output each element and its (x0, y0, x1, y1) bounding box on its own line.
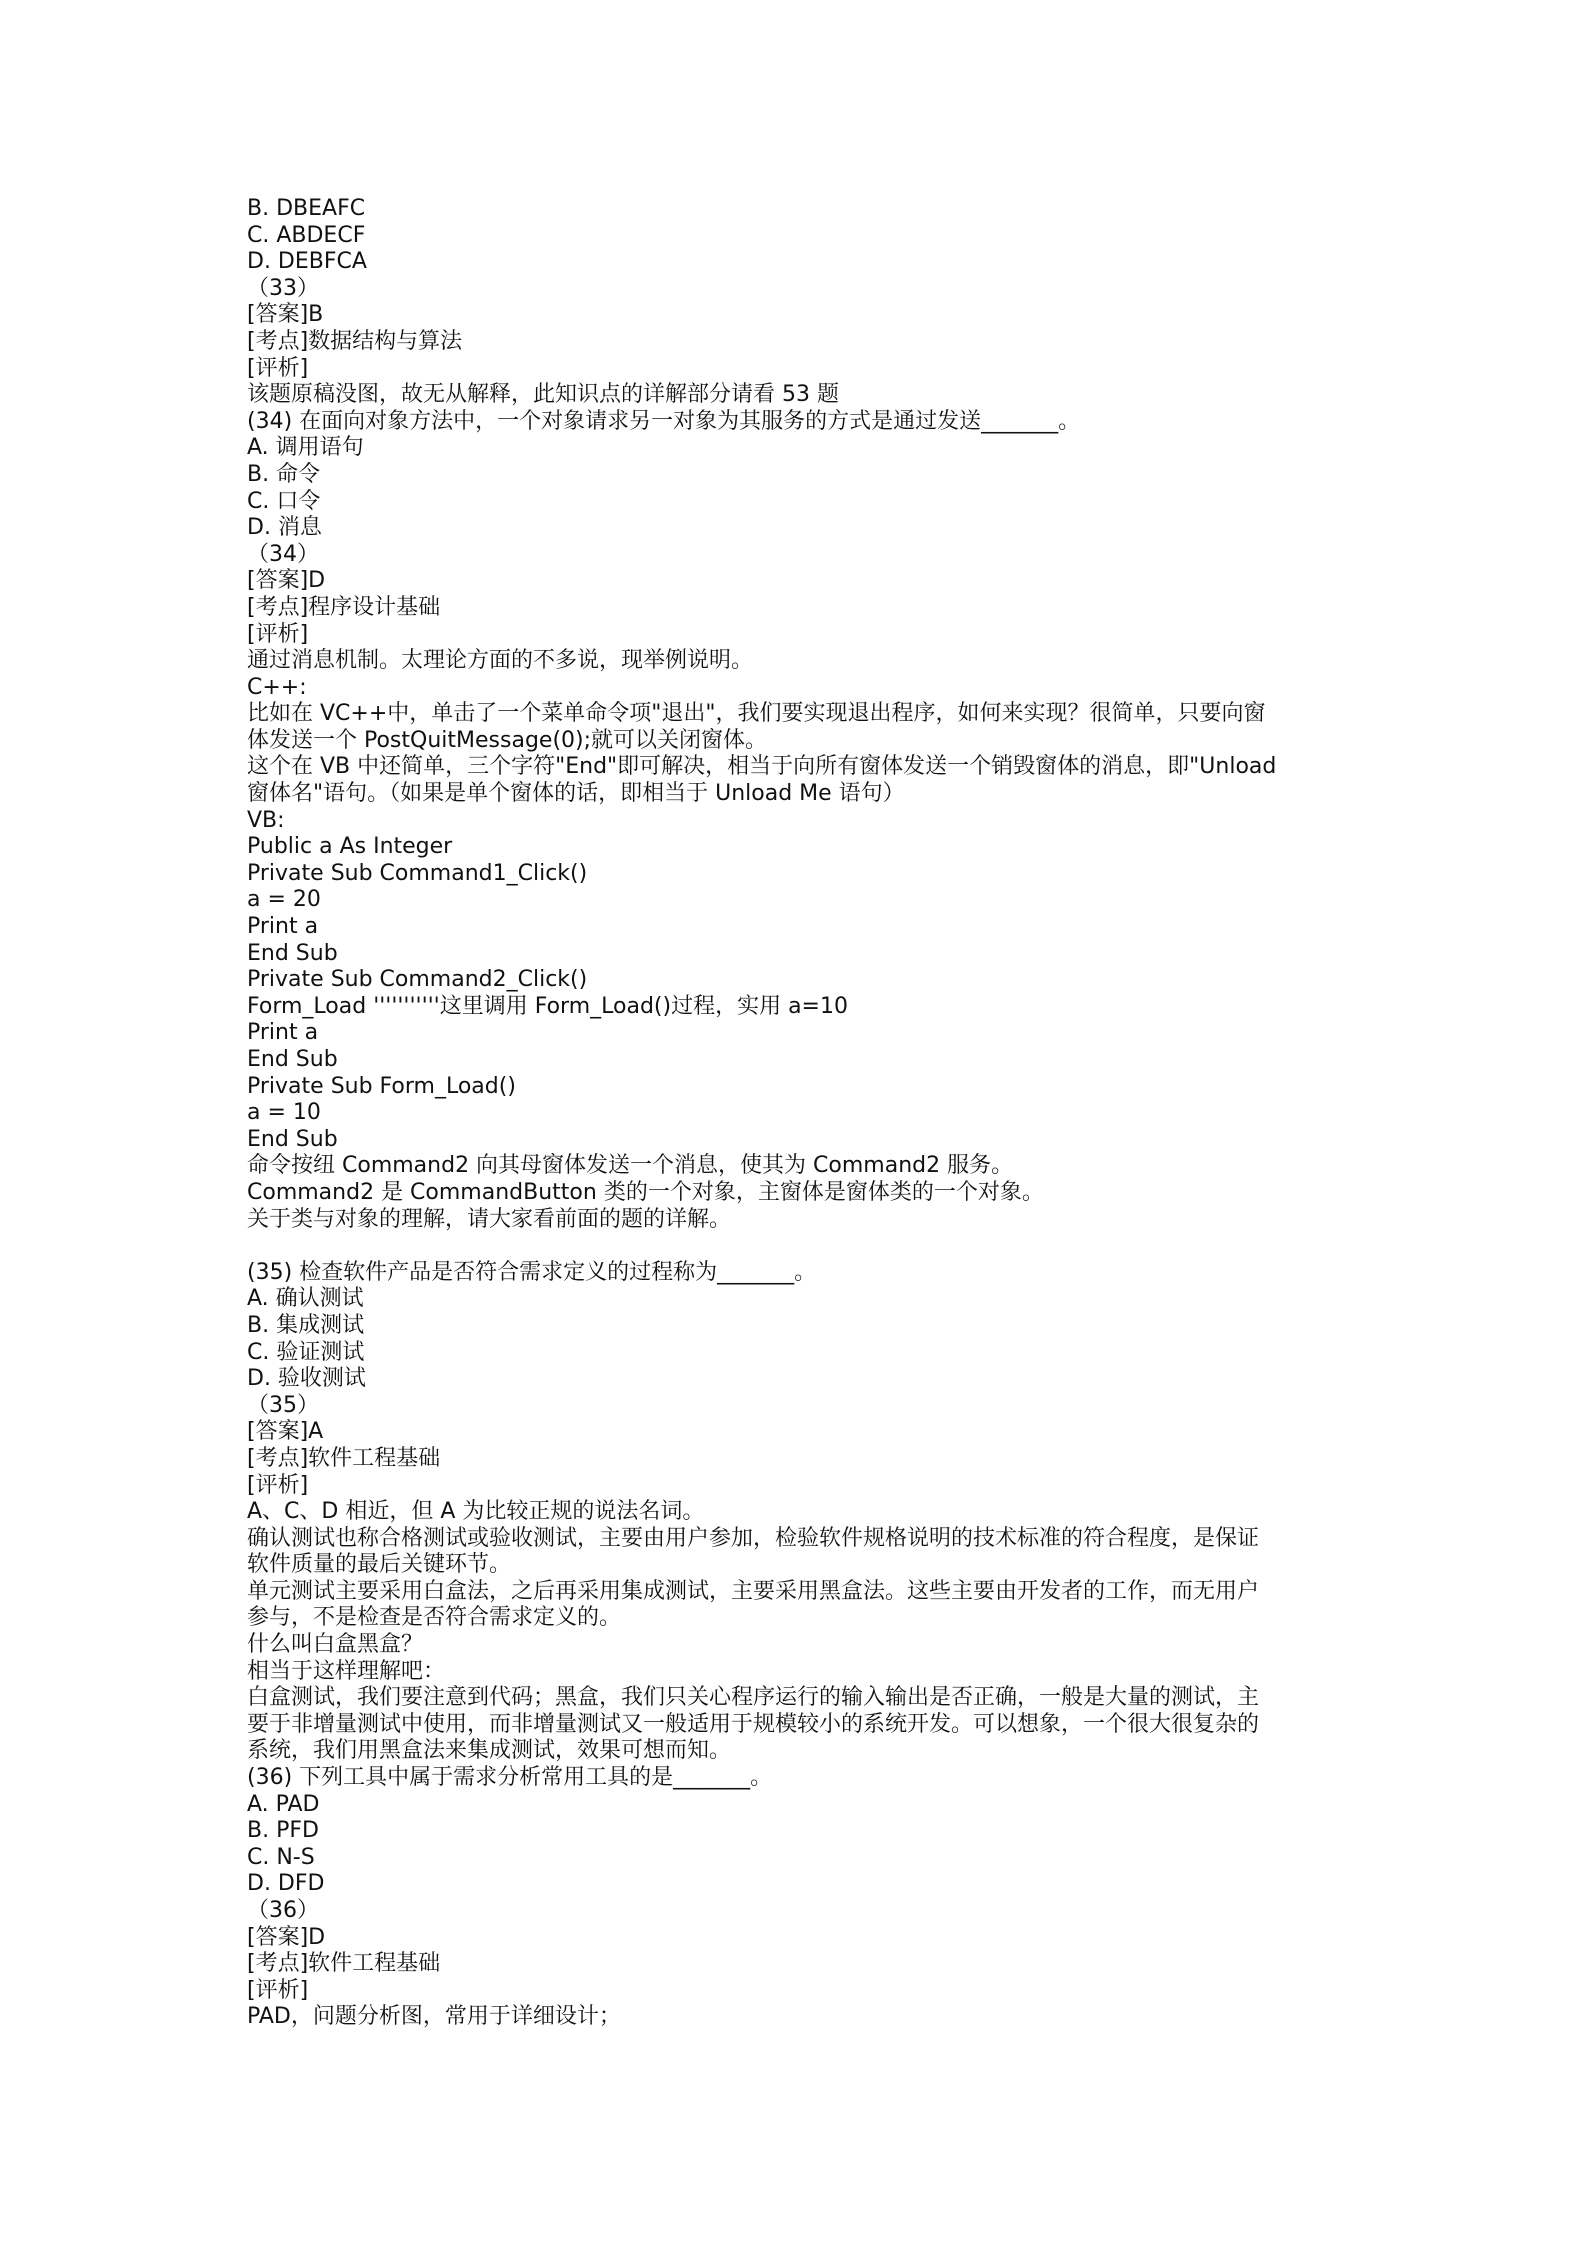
text-line: [评析] (247, 1977, 309, 2003)
text-line: [考点]数据结构与算法 (247, 328, 463, 354)
text-line: C. ABDECF (247, 222, 366, 248)
text-line: 这个在 VB 中还简单，三个字符"End"即可解决，相当于向所有窗体发送一个销毁窗体的消息，即"Unload (247, 754, 1277, 780)
text-line: （33） (247, 275, 319, 301)
text-line: End Sub (247, 1047, 338, 1072)
text-line: （34） (247, 541, 319, 567)
text-line: (35) 检查软件产品是否符合需求定义的过程称为_______。 (247, 1259, 817, 1285)
blank-line (247, 1233, 1357, 1260)
document-page (247, 196, 1357, 2031)
text-line: 命令按纽 Command2 向其母窗体发送一个消息，使其为 Command2 服务。 (247, 1153, 1014, 1179)
text-line: B. 集成测试 (247, 1312, 365, 1338)
text-line: Form_Load '''''''''''这里调用 Form_Load()过程，实用 a=10 (247, 993, 848, 1019)
text-line: [答案]B (247, 302, 324, 328)
text-line: B. PFD (247, 1818, 319, 1844)
text-line: [评析] (247, 621, 309, 647)
text-line: (36) 下列工具中属于需求分析常用工具的是_______。 (247, 1765, 773, 1791)
text-line: [评析] (247, 1472, 309, 1498)
text-line: [考点]程序设计基础 (247, 594, 441, 620)
text-line: [考点]软件工程基础 (247, 1445, 441, 1471)
text-line: Private Sub Command1_Click() (247, 860, 588, 886)
text-line: Print a (247, 914, 319, 940)
text-line: D. DFD (247, 1871, 325, 1897)
text-line: （36） (247, 1898, 319, 1923)
text-line: PAD，问题分析图，常用于详细设计； (247, 2004, 621, 2030)
text-line: C. N-S (247, 1844, 315, 1870)
text-line: 系统，我们用黑盒法来集成测试，效果可想而知。 (247, 1738, 732, 1764)
text-line: 比如在 VC++中，单击了一个菜单命令项"退出"，我们要实现退出程序，如何来实现？很简单，只要向窗 (247, 701, 1266, 727)
text-line: 单元测试主要采用白盒法，之后再采用集成测试，主要采用黑盒法。这些主要由开发者的工作，而无用户 (247, 1578, 1260, 1604)
text-line: B. 命令 (247, 461, 321, 487)
text-line: Public a As Integer (247, 834, 453, 860)
text-line: C. 口令 (247, 488, 321, 514)
text-line: A. 确认测试 (247, 1286, 364, 1312)
text-line: [答案]D (247, 1924, 326, 1950)
text-line: 该题原稿没图，故无从解释，此知识点的详解部分请看 53 题 (247, 382, 839, 408)
text-line: D. 验收测试 (247, 1366, 366, 1392)
text-line: 参与，不是检查是否符合需求定义的。 (247, 1605, 622, 1631)
text-line: Command2 是 CommandButton 类的一个对象，主窗体是窗体类的一个对象。 (247, 1179, 1044, 1205)
text-line: 什么叫白盒黑盒？ (247, 1632, 424, 1658)
text-line: A. 调用语句 (247, 435, 364, 461)
text-line: 软件质量的最后关键环节。 (247, 1552, 512, 1578)
text-line: 相当于这样理解吧： (247, 1658, 446, 1684)
text-line: 体发送一个 PostQuitMessage(0);就可以关闭窗体。 (247, 727, 768, 753)
text-line: 窗体名"语句。（如果是单个窗体的话，即相当于 Unload Me 语句） (247, 781, 905, 807)
text-line: Private Sub Form_Load() (247, 1073, 516, 1099)
text-line: a = 10 (247, 1100, 321, 1126)
text-line: End Sub (247, 1126, 338, 1152)
text-line: 要于非增量测试中使用，而非增量测试又一般适用于规模较小的系统开发。可以想象，一个很大很复杂的 (247, 1711, 1260, 1737)
text-line: Print a (247, 1020, 319, 1046)
text-line: Private Sub Command2_Click() (247, 967, 588, 993)
text-line: 确认测试也称合格测试或验收测试，主要由用户参加，检验软件规格说明的技术标准的符合程度，是保证 (247, 1525, 1260, 1551)
text-line: D. 消息 (247, 515, 322, 541)
text-line: 白盒测试，我们要注意到代码；黑盒，我们只关心程序运行的输入输出是否正确，一般是大量的测试，主 (247, 1685, 1260, 1711)
text-line: [评析] (247, 355, 309, 381)
text-line: C. 验证测试 (247, 1339, 365, 1365)
text-line: (34) 在面向对象方法中，一个对象请求另一对象为其服务的方式是通过发送_______。 (247, 408, 1081, 434)
text-line: [考点]软件工程基础 (247, 1951, 441, 1977)
text-line: 通过消息机制。太理论方面的不多说，现举例说明。 (247, 648, 754, 674)
text-line: （35） (247, 1392, 319, 1418)
text-line: D. DEBFCA (247, 249, 367, 275)
text-line: A、C、D 相近，但 A 为比较正规的说法名词。 (247, 1499, 705, 1525)
text-line: 关于类与对象的理解，请大家看前面的题的详解。 (247, 1206, 732, 1232)
text-line: a = 20 (247, 887, 321, 913)
text-line: B. DBEAFC (247, 196, 366, 221)
text-line: VB: (247, 807, 285, 833)
text-line: [答案]A (247, 1419, 324, 1445)
text-line: C++: (247, 674, 307, 700)
text-line: End Sub (247, 940, 338, 966)
text-line: [答案]D (247, 568, 326, 594)
text-line: A. PAD (247, 1791, 320, 1817)
